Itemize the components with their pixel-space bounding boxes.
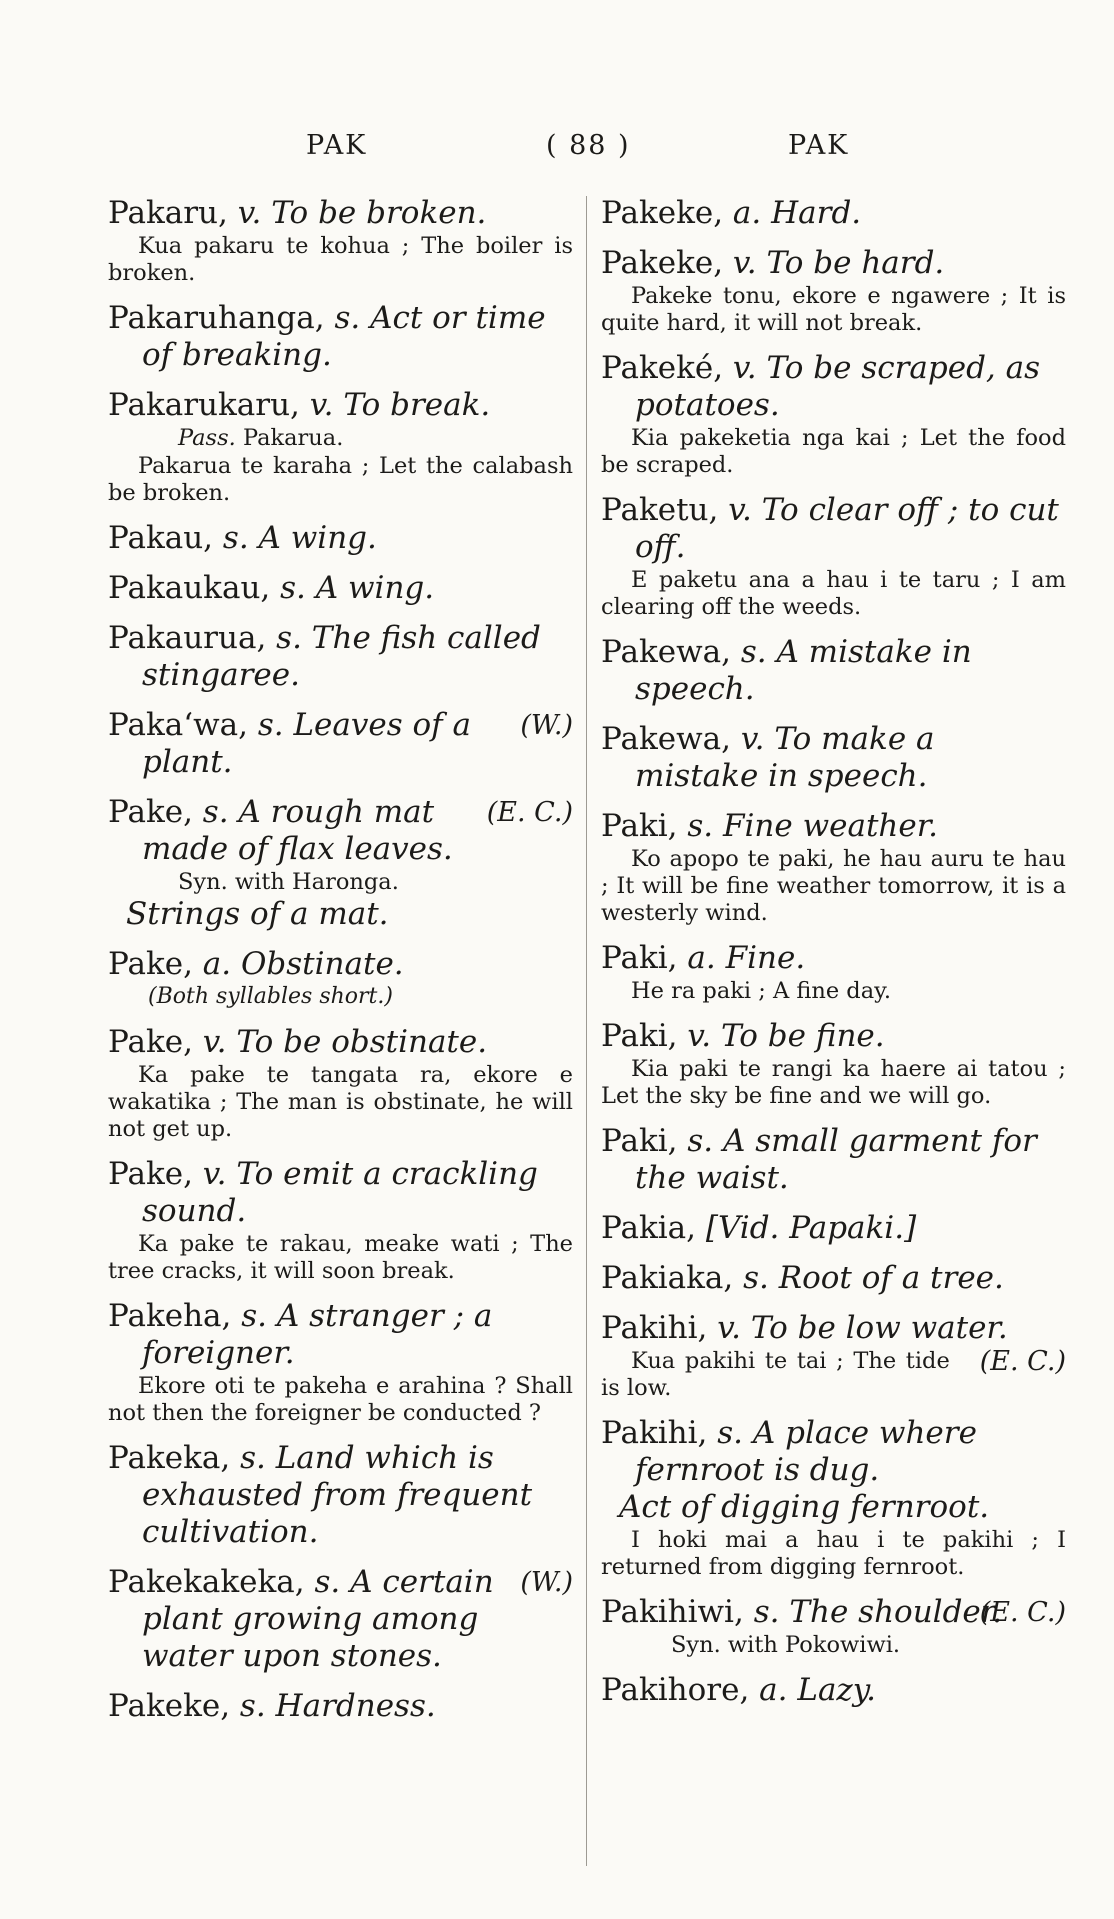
headword: Pakihi, [601,1310,708,1346]
part-of-speech: v. [732,245,757,281]
example-text: Pakeke tonu, ekore e ngawere ; It is quite hard, it will not break. [601,283,1066,336]
part-of-speech: s. [280,570,306,606]
part-of-speech: s. [717,1415,744,1451]
headword: Pake, [108,1156,193,1192]
headword: Pakaru, [108,195,228,231]
part-of-speech: s. [222,520,249,556]
part-of-speech: v. [687,1018,712,1054]
gloss: A place where fernroot is dug. [635,1415,977,1488]
passive-label: Pass. [178,425,236,451]
dictionary-entry [108,1156,573,1285]
entry-head [601,195,1066,232]
entry-head [601,1123,1066,1197]
source-tag: (E. C.) [486,797,573,828]
left-column [108,195,573,1738]
gloss: Fine. [725,940,806,976]
gloss: A wing. [258,520,377,556]
dictionary-entry [108,620,573,694]
headword: Paketu, [601,492,719,528]
passive-form [108,424,573,452]
entry-head [108,1688,573,1725]
gloss: Obstinate. [241,946,404,982]
page-number: ( 88 ) [546,130,631,161]
part-of-speech: s. [241,1298,268,1334]
headword: Pakaurua, [108,620,267,656]
entry-head [108,1156,573,1230]
example-text: Pakarua te karaha ; Let the calabash be broken. [108,453,573,506]
headword: Pakeha, [108,1298,232,1334]
gloss: Hard. [771,195,862,231]
gloss: To be scraped, as potatoes. [635,350,1041,423]
headword: Paki, [601,1018,678,1054]
headword: Pakeke, [601,245,724,281]
dictionary-entry [108,387,573,507]
part-of-speech: s. [753,1594,780,1630]
gloss: A mistake in speech. [635,634,972,707]
dictionary-entry [108,1440,573,1551]
example-text: Kia paki te rangi ka haere ai tatou ; Let the sky be fine and we will go. [601,1056,1066,1109]
dictionary-entry [108,946,573,1011]
dictionary-entry [601,245,1066,337]
example-sentence [601,567,1066,621]
dictionary-entry [108,707,573,781]
dictionary-entry [601,492,1066,621]
entry-head [601,1310,1066,1347]
example-sentence [108,453,573,507]
gloss: Land which is exhausted from frequent cultivation. [142,1440,533,1550]
gloss: To make a mistake in speech. [635,721,935,794]
gloss: A wing. [315,570,435,606]
part-of-speech: v. [740,721,765,757]
dictionary-entry [108,1564,573,1675]
column-divider [586,196,587,1866]
dictionary-entry [108,1298,573,1427]
headword: Pakaukau, [108,570,271,606]
dictionary-entry [601,940,1066,1005]
headword: Pakaruhanga, [108,300,325,336]
gloss: Leaves of a plant. [142,707,471,780]
example-sentence [601,1348,1066,1402]
example-sentence [601,425,1066,479]
headword: Pakarukaru, [108,387,300,423]
example-text: Ka pake te rakau, meake wati ; The tree cracks, it will soon break. [108,1231,573,1284]
headword: Paki, [601,808,678,844]
example-sentence [108,233,573,287]
entry-head [108,1564,573,1675]
entry-head [601,1210,1066,1247]
part-of-speech: s. [334,300,361,336]
gloss: [Vid. Papaki.] [705,1210,917,1246]
gloss: A certain plant growing among water upon stones. [142,1564,494,1674]
headword: Pakeké, [601,350,724,386]
example-sentence [108,1062,573,1143]
part-of-speech: s. [257,707,284,743]
example-text: Ka pake te tangata ra, ekore e wakatika ; The man is obstinate, he will not get up. [108,1062,573,1142]
part-of-speech: s. [743,1260,769,1296]
dictionary-entry [108,570,573,607]
headword: Pake, [108,1024,193,1060]
gloss: Lazy. [797,1672,877,1708]
dictionary-entry [108,1688,573,1725]
headword: Pakau, [108,520,214,556]
dictionary-entry [601,1310,1066,1402]
gloss: Root of a tree. [778,1260,1004,1296]
headword: Pake, [108,946,193,982]
entry-head [108,195,573,232]
example-sentence [601,978,1066,1005]
entry-head [601,1672,1066,1709]
headword: Paki, [601,940,678,976]
part-of-speech: s. [314,1564,341,1600]
headword: Pakewa, [601,634,731,670]
gloss: To emit a crackling sound. [142,1156,538,1229]
dictionary-entry [601,634,1066,708]
entry-head [108,387,573,424]
entry-head [108,1024,573,1061]
synonym: Syn. with Haronga. [178,869,399,895]
gloss: To break. [343,387,491,423]
part-of-speech: v. [309,387,334,423]
dictionary-entry [601,1594,1066,1659]
part-of-speech: s. [239,1688,266,1724]
example-text: Kua pakaru te kohua ; The boiler is broken. [108,233,573,286]
gloss: Hardness. [275,1688,436,1724]
dictionary-entry [601,721,1066,795]
gloss: To be obstinate. [236,1024,488,1060]
usage-note: (Both syllables short.) [148,984,393,1009]
part-of-speech: a. [687,940,716,976]
dictionary-entry [601,1672,1066,1709]
right-column [601,195,1066,1722]
headword: Pakeke, [601,195,724,231]
dictionary-entry [601,1260,1066,1297]
entry-head [601,1415,1066,1489]
part-of-speech: s. [276,620,302,656]
entry-head [108,520,573,557]
gloss: To be hard. [766,245,945,281]
dictionary-entry [108,300,573,374]
headword: Pakihiwi, [601,1594,744,1630]
part-of-speech: a. [732,195,762,231]
example-sentence [108,1231,573,1285]
dictionary-entry [601,195,1066,232]
entry-head [601,245,1066,282]
example-text: Ko apopo te paki, he hau auru te hau ; It will be fine weather tomorrow, it is a westerly wind. [601,846,1066,926]
gloss: Fine weather. [723,808,938,844]
part-of-speech: s. [687,1123,714,1159]
example-text: Kua pakihi te tai ; The tide is low. [601,1348,950,1401]
passive-value: Pakarua. [242,425,344,451]
example-text: E paketu ana a hau i te taru ; I am clearing off the weeds. [601,567,1066,620]
entry-head [108,946,573,983]
part-of-speech: s. [240,1440,266,1476]
part-of-speech: s. [202,794,229,830]
example-sentence [601,1056,1066,1110]
part-of-speech: v. [732,350,757,386]
headword: Pake, [108,794,193,830]
entry-head [601,808,1066,845]
part-of-speech: v. [717,1310,741,1346]
entry-head [108,620,573,694]
source-tag: (W.) [520,1567,573,1598]
entry-head [108,1440,573,1551]
headword: Pakeka, [108,1440,231,1476]
example-sentence [601,846,1066,927]
headword: Pakeke, [108,1688,231,1724]
gloss: The fish called stingaree. [142,620,541,693]
entry-head [601,1260,1066,1297]
gloss: To be broken. [271,195,487,231]
entry-head [601,940,1066,977]
part-of-speech: v. [202,1024,227,1060]
dictionary-entry [108,520,573,557]
sub-sense: Act of digging fernroot. [619,1489,990,1525]
synonym: Syn. with Pokowiwi. [671,1632,901,1658]
example-text: He ra paki ; A fine day. [631,978,892,1004]
entry-head [601,1018,1066,1055]
gloss: The shoulder. [789,1594,1003,1630]
dictionary-entry [601,1210,1066,1247]
example-text: Kia pakeketia nga kai ; Let the food be scraped. [601,425,1066,478]
dictionary-entry [601,808,1066,927]
gloss: To be fine. [720,1018,885,1054]
example-text: Ekore oti te pakeha e arahina ? Shall not then the foreigner be conducted ? [108,1373,573,1426]
headword: Pakia, [601,1210,696,1246]
headword: Pakewa, [601,721,731,757]
gloss: A small garment for the waist. [635,1123,1037,1196]
headword: Pakekakeka, [108,1564,305,1600]
entry-head [108,794,573,868]
headword: Pakihi, [601,1415,708,1451]
example-sentence [601,283,1066,337]
running-head-left: PAK [306,130,368,161]
sub-sense: Strings of a mat. [126,896,389,932]
part-of-speech: s. [740,634,767,670]
gloss: To be low water. [750,1310,1008,1346]
entry-head [108,300,573,374]
part-of-speech: v. [237,195,262,231]
entry-head [601,634,1066,708]
dictionary-entry [601,1123,1066,1197]
part-of-speech: a. [202,946,232,982]
headword: Paki, [601,1123,678,1159]
dictionary-entry [108,195,573,287]
part-of-speech: a. [759,1672,788,1708]
entry-head [601,492,1066,566]
gloss: A rough mat made of flax leaves. [142,794,453,867]
dictionary-entry [601,1018,1066,1110]
gloss: To clear off ; to cut off. [635,492,1059,565]
entry-head [108,570,573,607]
source-tag: (E. C.) [979,1346,1066,1377]
gloss: A stranger ; a foreigner. [142,1298,493,1371]
headword: Paka‘wa, [108,707,248,743]
source-tag: (E. C.) [979,1597,1066,1628]
source-tag: (W.) [520,710,573,741]
dictionary-entry [601,1415,1066,1581]
entry-head [108,1298,573,1372]
entry-head [601,350,1066,424]
running-head-right: PAK [788,130,850,161]
part-of-speech: s. [687,808,714,844]
entry-head [108,707,573,781]
part-of-speech: v. [728,492,752,528]
dictionary-entry [108,1024,573,1143]
example-sentence [108,1373,573,1427]
dictionary-entry [108,794,573,933]
entry-head [601,1594,1066,1631]
entry-head [601,721,1066,795]
headword: Pakiaka, [601,1260,734,1296]
example-sentence: I hoki mai a hau i te pakihi ; I returned from digging fernroot. [601,1527,1066,1580]
part-of-speech: v. [202,1156,227,1192]
headword: Pakihore, [601,1672,750,1708]
dictionary-entry [601,350,1066,479]
gloss: Act or time of breaking. [142,300,546,373]
